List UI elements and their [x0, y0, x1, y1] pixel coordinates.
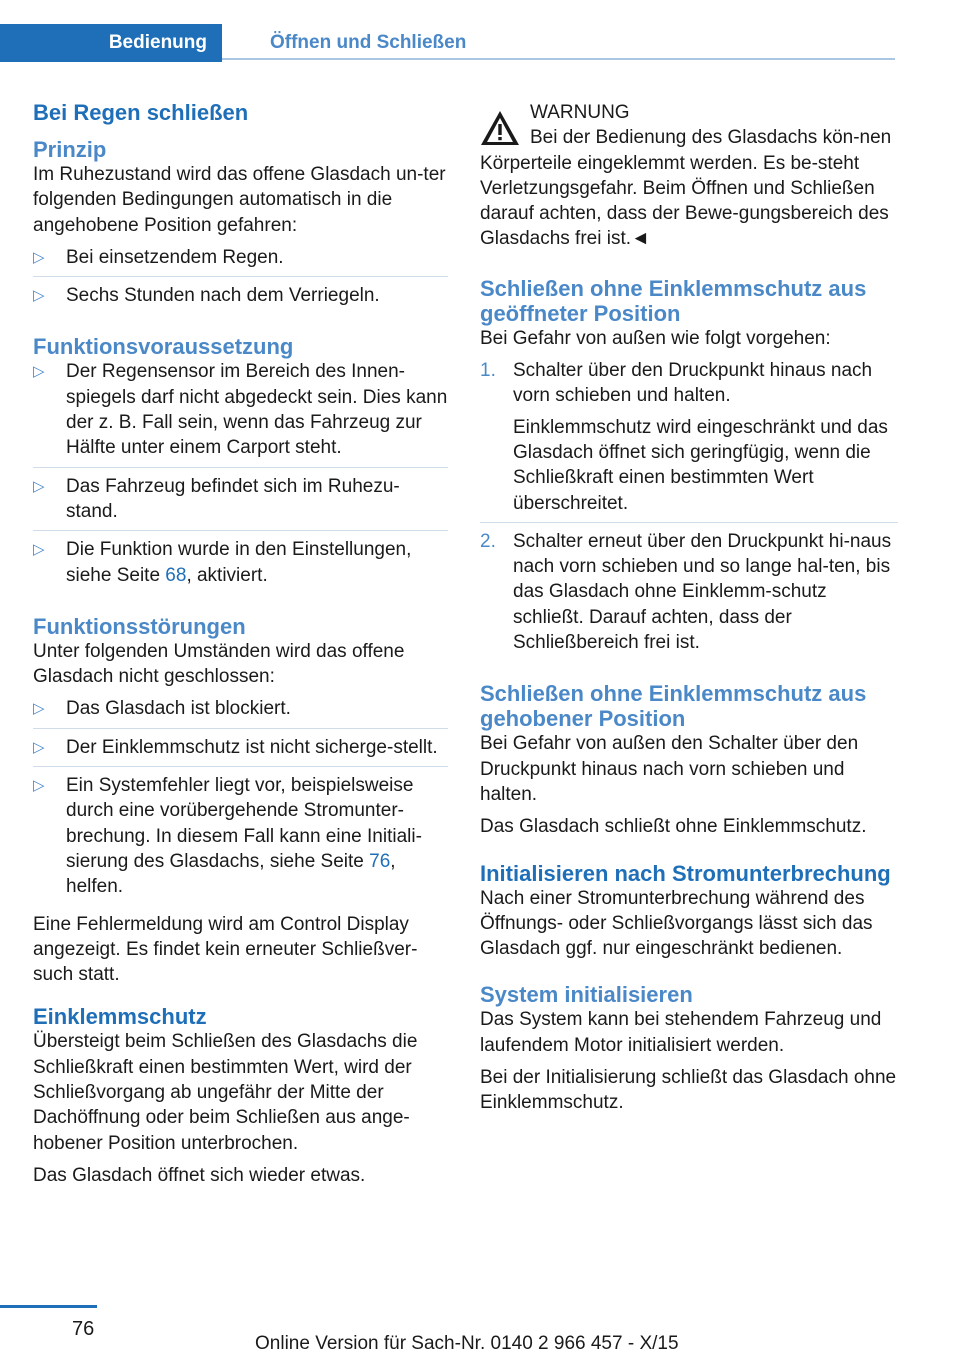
text-principle: Im Ruhezustand wird das offene Glasdach un-ter folgenden Bedingungen automatisch in die angehobene Position gefahren:	[33, 164, 446, 236]
list-item: ▷ Sechs Stunden nach dem Verriegeln.	[33, 283, 448, 314]
header-chapter-tab: Öffnen und Schließen	[222, 24, 895, 60]
right-column	[480, 100, 898, 1123]
online-version-note: Online Version für Sach-Nr. 0140 2 966 457 - X/15	[255, 1333, 679, 1354]
list-item: ▷ Das Glasdach ist blockiert.	[33, 696, 448, 728]
text-system-init-1: Das System kann bei stehendem Fahrzeug und laufendem Motor initialisiert werden.	[480, 1009, 882, 1056]
heading-faults: Funktionsstörungen	[33, 613, 246, 639]
warning-text: Bei der Bedienung des Glasdachs kön-nen Körperteile eingeklemmt werden. Es be-steht Verletzungsgefahr. Beim Öffnen und Schließen darauf achten, dass der Bewe-gungsbereich des Glasdachs frei ist.◄	[480, 127, 892, 250]
heading-close-raised-position: Schließen ohne Einklemmschutz aus gehobener Position	[480, 681, 867, 732]
list-item: 1. Schalter über den Druckpunkt hinaus nach vorn schieben und halten. Einklemmschutz wird eingeschränkt und das Glasdach öffnet sich geringfügig, wenn die Schließkraft einen bestimmten Wert überschreitet.	[480, 358, 898, 523]
text-close-open-position: Bei Gefahr von außen wie folgt vorgehen:	[480, 327, 831, 349]
steps-list	[480, 358, 898, 661]
triangle-right-icon: ▷	[33, 287, 45, 305]
heading-principle: Prinzip	[33, 137, 107, 162]
list-item: ▷ Der Regensensor im Bereich des Innen-spiegels darf nicht abgedeckt sein. Dies kann der z. B. Fall sein, wenn das Fahrzeug zur Hälfte unter einem Carport steht.	[33, 359, 448, 467]
text-pinch-2: Das Glasdach öffnet sich wieder etwas.	[33, 1164, 366, 1186]
page-number: 76	[72, 1318, 95, 1340]
step-number: 1.	[480, 360, 496, 382]
text-initialize: Nach einer Stromunterbrechung während des Öffnungs- oder Schließvorgangs lässt sich das Glasdach ggf. nur eingeschränkt bedienen.	[480, 887, 873, 960]
warning-box	[480, 100, 898, 252]
list-requirement	[33, 359, 448, 593]
page-header	[0, 24, 895, 62]
heading-close-open-position: Schließen ohne Einklemmschutz aus geöffneter Position	[480, 275, 867, 326]
list-item: ▷ Bei einsetzendem Regen.	[33, 245, 448, 277]
heading-system-init: System initialisieren	[480, 982, 693, 1008]
list-item: ▷ Ein Systemfehler liegt vor, beispielsweise durch eine vorübergehende Stromunter-brechung. In diesem Fall kann eine Initiali-sierung des Glasdachs, siehe Seite 76, helfen.	[33, 775, 422, 898]
list-item: ▷ Die Funktion wurde in den Einstellungen, siehe Seite 68, aktiviert.	[33, 539, 412, 586]
triangle-right-icon: ▷	[33, 700, 45, 718]
text-error-message: Eine Fehlermeldung wird am Control Display angezeigt. Es findet kein erneuter Schließver-such statt.	[33, 913, 418, 986]
left-column	[33, 100, 448, 1195]
heading-initialize: Initialisieren nach Stromunterbrechung	[480, 860, 891, 886]
triangle-right-icon: ▷	[33, 363, 45, 381]
page-link-68[interactable]: 68	[165, 564, 187, 586]
triangle-right-icon: ▷	[33, 541, 45, 559]
footer-divider	[0, 1305, 97, 1308]
heading-pinch-protection: Einklemmschutz	[33, 1004, 207, 1030]
list-principle	[33, 245, 448, 315]
text-raised-1: Bei Gefahr von außen den Schalter über den Druckpunkt hinaus nach vorn schieben und halten.	[480, 733, 859, 805]
warning-title: WARNUNG	[530, 102, 630, 123]
step-number: 2.	[480, 530, 496, 552]
heading-requirement: Funktionsvoraussetzung	[33, 334, 294, 360]
heading-rain-close: Bei Regen schließen	[33, 100, 249, 125]
header-section-tab: Bedienung	[0, 24, 222, 62]
warning-triangle-icon	[480, 110, 520, 146]
text-faults: Unter folgenden Umständen wird das offene Glasdach nicht geschlossen:	[33, 640, 405, 688]
text-raised-2: Das Glasdach schließt ohne Einklemmschutz.	[480, 816, 867, 838]
triangle-right-icon: ▷	[33, 248, 45, 266]
list-item: ▷ Das Fahrzeug befindet sich im Ruhezu-stand.	[33, 474, 448, 532]
triangle-right-icon: ▷	[33, 477, 45, 495]
list-faults	[33, 696, 448, 905]
text-pinch-1: Übersteigt beim Schließen des Glasdachs die Schließkraft einen bestimmten Wert, wird der Schließvorgang ab ungefähr der Mitte der Dachöffnung oder beim Schließen aus ange-hobener Position unterbrochen.	[33, 1031, 418, 1154]
triangle-right-icon: ▷	[33, 777, 45, 795]
page-link-76[interactable]: 76	[369, 850, 391, 872]
list-item: 2. Schalter erneut über den Druckpunkt hi-naus nach vorn schieben und so lange hal-ten, bis das Glasdach ohne Einklemm-schutz schließt. Darauf achten, dass der Schließbereich frei ist.	[480, 530, 892, 654]
triangle-right-icon: ▷	[33, 738, 45, 756]
list-item: ▷ Der Einklemmschutz ist nicht sicherge-stellt.	[33, 735, 448, 767]
text-system-init-2: Bei der Initialisierung schließt das Glasdach ohne Einklemmschutz.	[480, 1067, 897, 1114]
